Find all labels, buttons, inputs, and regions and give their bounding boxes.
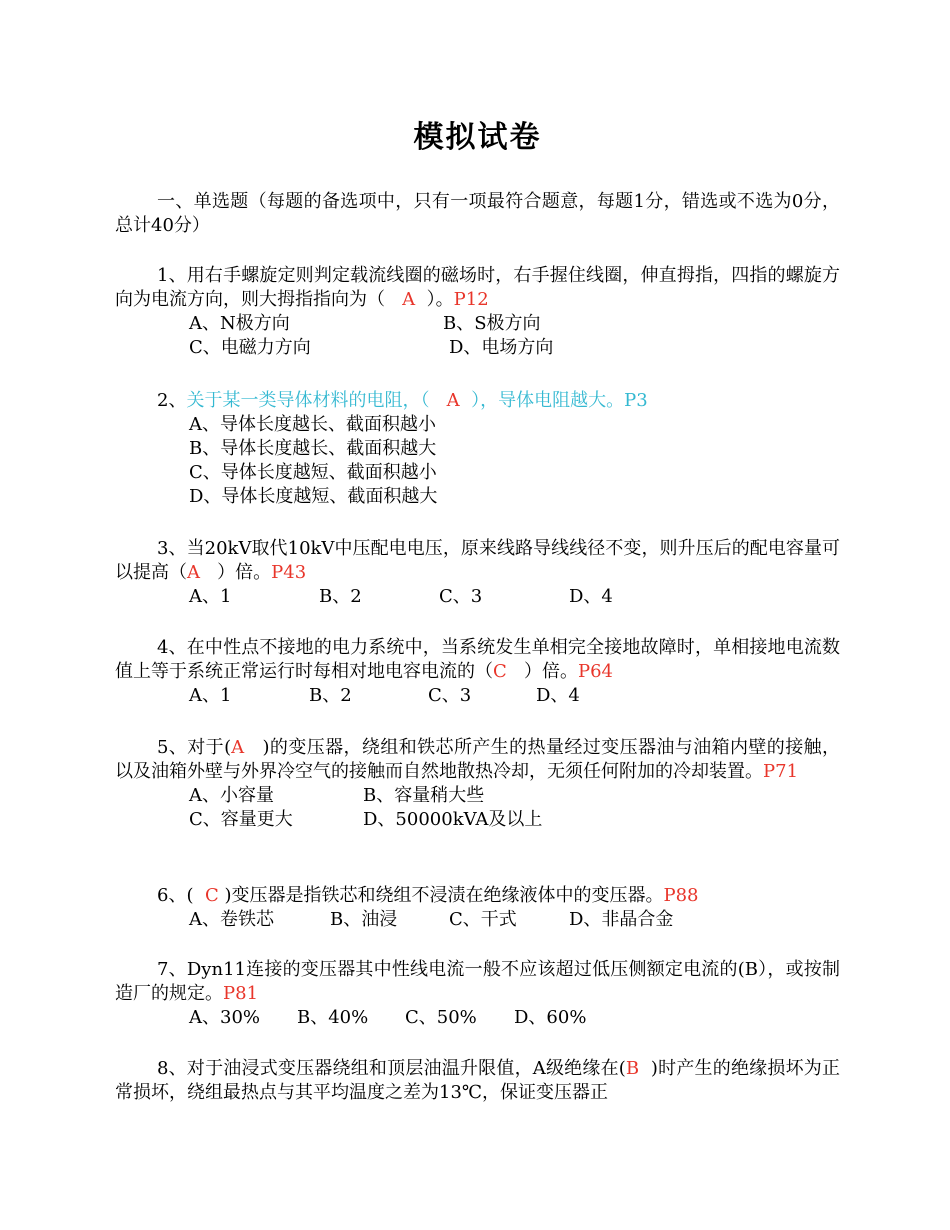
answer-mark: A <box>446 390 460 411</box>
question-4 <box>115 636 840 708</box>
question-text: 当20kV取代10kV中压配电电压，原来线路导线线径不变，则升压后的配电容量可以提高（ <box>115 538 841 583</box>
answer-mark: A <box>402 289 416 310</box>
option-d: D、4 <box>536 685 580 706</box>
option-a: A、1 <box>189 586 232 607</box>
question-text-end: )的变压器，绕组和铁芯所产生的热量经过变压器油与油箱内壁的接触，以及油箱外壁与外界冷空气的接触而自然地散热冷却，无须任何附加的冷却装置。 <box>115 737 840 782</box>
option-d: D、4 <box>569 586 613 607</box>
options <box>115 585 840 609</box>
options <box>115 413 840 509</box>
option-d: D、非晶合金 <box>569 909 674 930</box>
section-intro-text: 一、单选题（每题的备选项中，只有一项最符合题意，每题1分，错选或不选为0分，总计40分） <box>115 191 840 236</box>
option-c: C、干式 <box>449 909 517 930</box>
option-b: B、容量稍大些 <box>363 785 485 806</box>
question-8 <box>115 1057 840 1105</box>
question-number: 8、 <box>157 1058 187 1079</box>
question-text: 在中性点不接地的电力系统中，当系统发生单相完全接地故障时，单相接地电流数值上等于系统正常运行时每相对地电容电流的（ <box>115 637 841 682</box>
question-text: ( <box>186 885 194 906</box>
option-a: A、小容量 <box>189 785 274 806</box>
option-a: A、卷铁芯 <box>189 909 274 930</box>
option-b: B、S极方向 <box>443 313 541 334</box>
question-number: 1、 <box>157 265 187 286</box>
page-reference: P88 <box>663 885 699 906</box>
page-reference: P64 <box>577 661 613 682</box>
option-b: B、2 <box>309 685 352 706</box>
question-number: 7、 <box>157 959 187 980</box>
page-reference: P12 <box>453 289 489 310</box>
question-text-end: ）倍。 <box>523 661 578 682</box>
option-a: A、1 <box>189 685 232 706</box>
question-2 <box>115 389 840 509</box>
option-d: D、导体长度越短、截面积越大 <box>189 486 438 507</box>
options <box>115 312 840 360</box>
question-text-end: )变压器是指铁芯和绕组不浸渍在绝缘液体中的变压器。 <box>224 885 664 906</box>
page-reference: P81 <box>223 983 259 1004</box>
options <box>115 1006 840 1030</box>
question-7 <box>115 958 840 1030</box>
question-7-stem <box>115 958 840 1006</box>
question-2-stem <box>115 389 840 413</box>
question-8-stem <box>115 1057 840 1105</box>
option-a: A、30% <box>189 1007 261 1028</box>
question-text-end: ），导体电阻越大。 <box>471 390 625 411</box>
option-c: C、3 <box>439 586 483 607</box>
page-title: 模拟试卷 <box>413 120 542 155</box>
question-text-end: ）。 <box>426 289 454 310</box>
question-text: 对于油浸式变压器绕组和顶层油温升限值，A级绝缘在( <box>186 1058 626 1079</box>
option-b: B、40% <box>297 1007 369 1028</box>
option-b: B、导体长度越长、截面积越大 <box>189 438 437 459</box>
option-b: B、2 <box>319 586 362 607</box>
question-text: 对于( <box>187 737 232 758</box>
answer-mark: A <box>231 737 245 758</box>
question-number: 5、 <box>157 737 188 758</box>
options <box>115 784 840 832</box>
question-6-stem <box>115 884 840 908</box>
question-number: 3、 <box>157 538 187 559</box>
question-5 <box>115 736 840 832</box>
page-reference: P3 <box>624 390 648 411</box>
question-5-stem <box>115 736 840 784</box>
question-text: 关于某一类导体材料的电阻，（ <box>186 390 430 411</box>
question-4-stem <box>115 636 840 684</box>
question-text: Dyn11连接的变压器其中性线电流一般不应该超过低压侧额定电流的(B），或按制造厂的规定。 <box>115 959 840 1004</box>
answer-mark: C <box>493 661 507 682</box>
question-number: 4、 <box>157 637 187 658</box>
option-d: D、50000kVA及以上 <box>363 809 543 830</box>
option-c: C、容量更大 <box>189 809 293 830</box>
question-3 <box>115 537 840 609</box>
page-reference: P71 <box>763 761 799 782</box>
option-a: A、导体长度越长、截面积越小 <box>189 414 436 435</box>
answer-mark: B <box>625 1058 640 1079</box>
question-number: 6、 <box>157 885 187 906</box>
options <box>115 684 840 708</box>
question-3-stem <box>115 537 840 585</box>
options <box>115 908 840 932</box>
question-1 <box>115 264 840 360</box>
option-c: C、电磁力方向 <box>189 337 311 358</box>
question-number: 2、 <box>157 390 187 411</box>
section-intro <box>115 190 840 238</box>
option-d: D、电场方向 <box>449 337 554 358</box>
option-c: C、导体长度越短、截面积越小 <box>189 462 437 483</box>
question-text-end: )时产生的绝缘损坏为正常损坏，绕组最热点与其平均温度之差为13℃，保证变压器正 <box>115 1058 840 1103</box>
answer-mark: A <box>187 562 200 583</box>
option-b: B、油浸 <box>330 909 398 930</box>
question-6 <box>115 884 840 932</box>
answer-mark: C <box>204 885 219 906</box>
option-d: D、60% <box>514 1007 587 1028</box>
page-reference: P43 <box>271 562 307 583</box>
option-a: A、N极方向 <box>189 313 290 334</box>
option-c: C、50% <box>405 1007 477 1028</box>
question-text: 用右手螺旋定则判定载流线圈的磁场时，右手握住线圈，伸直拇指，四指的螺旋方向为电流方向，则大拇指指向为（ <box>115 265 841 310</box>
question-text-end: ）倍。 <box>217 562 272 583</box>
option-c: C、3 <box>428 685 472 706</box>
question-1-stem <box>115 264 840 312</box>
